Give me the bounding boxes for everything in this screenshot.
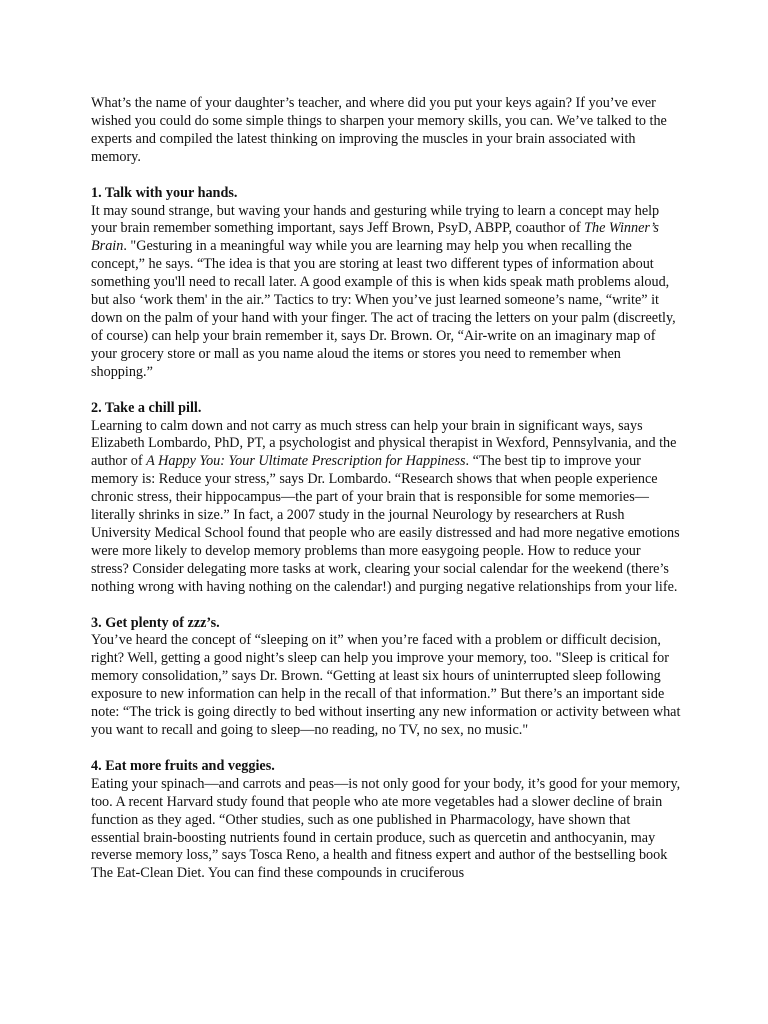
section-heading: 1. Talk with your hands.	[91, 184, 238, 201]
paragraph-text: . "Gesturing in a meaningful way while you are learning may help you when recalling the concept,” he says. “The idea is that you are storing at least two different types of information about something you'll need to recall later. A good example of this is when kids speak math problems aloud, but also ‘work them' in the air.” Tactics to try: When you’ve just learned someone’s name, “write” it down on the palm of your hand with your finger. The act of tracing the letters on your palm (discreetly, of course) can help your brain remember it, says Dr. Brown. Or, “Air-write on an imaginary map of your grocery store or mall as you name aloud the items or stores you need to remember when shopping.”	[91, 238, 676, 380]
section-talk-with-hands	[91, 185, 681, 382]
book-title: A Happy You: Your Ultimate Prescription for Happiness	[146, 453, 466, 470]
section-heading: 3. Get plenty of zzz’s.	[91, 614, 220, 631]
section-chill-pill	[91, 400, 681, 597]
section-heading: 4. Eat more fruits and veggies.	[91, 757, 275, 774]
section-paragraph: You’ve heard the concept of “sleeping on it” when you’re faced with a problem or difficult decision, right? Well, getting a good night’s sleep can help you improve your memory, too. "Sleep is critical for memory consolidation,” says Dr. Brown. “Getting at least six hours of uninterrupted sleep following exposure to new information can help in the recall of that information.” But there’s an important side note: “The trick is going directly to bed without inserting any new information or activity between what you want to recall and going to sleep—no reading, no TV, no sex, no music."	[91, 632, 681, 738]
paragraph-text: It may sound strange, but waving your hands and gesturing while trying to learn a concept may help your brain remember something important, says Jeff Brown, PsyD, ABPP, coauthor of	[91, 202, 660, 237]
book-title: The Winner’s Brain	[91, 220, 659, 255]
intro-paragraph: What’s the name of your daughter’s teacher, and where did you put your keys again? If you’ve ever wished you could do some simple things to sharpen your memory skills, you can. We’ve talked to the experts and compiled the latest thinking on improving the muscles in your brain associated with memory.	[91, 95, 667, 165]
paragraph-text: . “The best tip to improve your memory is: Reduce your stress,” says Dr. Lombardo. “Research shows that when people experience chronic stress, their hippocampus—the part of your brain that is responsible for some memories—literally shrinks in size.” In fact, a 2007 study in the journal Neurology by researchers at Rush University Medical School found that people who are easily distressed and had more negative emotions were more likely to develop memory problems than more easygoing people. How to reduce your stress? Consider delegating more tasks at work, clearing your social calendar for the weekend (there’s nothing wrong with having nothing on the calendar!) and purging negative relationships from your life.	[91, 453, 680, 595]
article-body	[91, 95, 681, 901]
paragraph-text: Learning to calm down and not carry as much stress can help your brain in significant ways, says Elizabeth Lombardo, PhD, PT, a psychologist and physical therapist in Wexford, Pennsylvania, and the author of	[91, 417, 677, 470]
section-paragraph	[91, 203, 681, 382]
section-paragraph: Eating your spinach—and carrots and peas—is not only good for your body, it’s good for your memory, too. A recent Harvard study found that people who ate more vegetables had a slower decline of brain function as they aged. “Other studies, such as one published in Pharmacology, have shown that essential brain-boosting nutrients found in certain produce, such as quercetin and anthocyanin, may reverse memory loss,” says Tosca Reno, a health and fitness expert and author of the bestselling book The Eat-Clean Diet. You can find these compounds in cruciferous	[91, 775, 681, 882]
section-fruits-veggies	[91, 758, 681, 883]
section-heading: 2. Take a chill pill.	[91, 399, 202, 416]
section-paragraph	[91, 418, 681, 597]
section-sleep	[91, 615, 681, 740]
